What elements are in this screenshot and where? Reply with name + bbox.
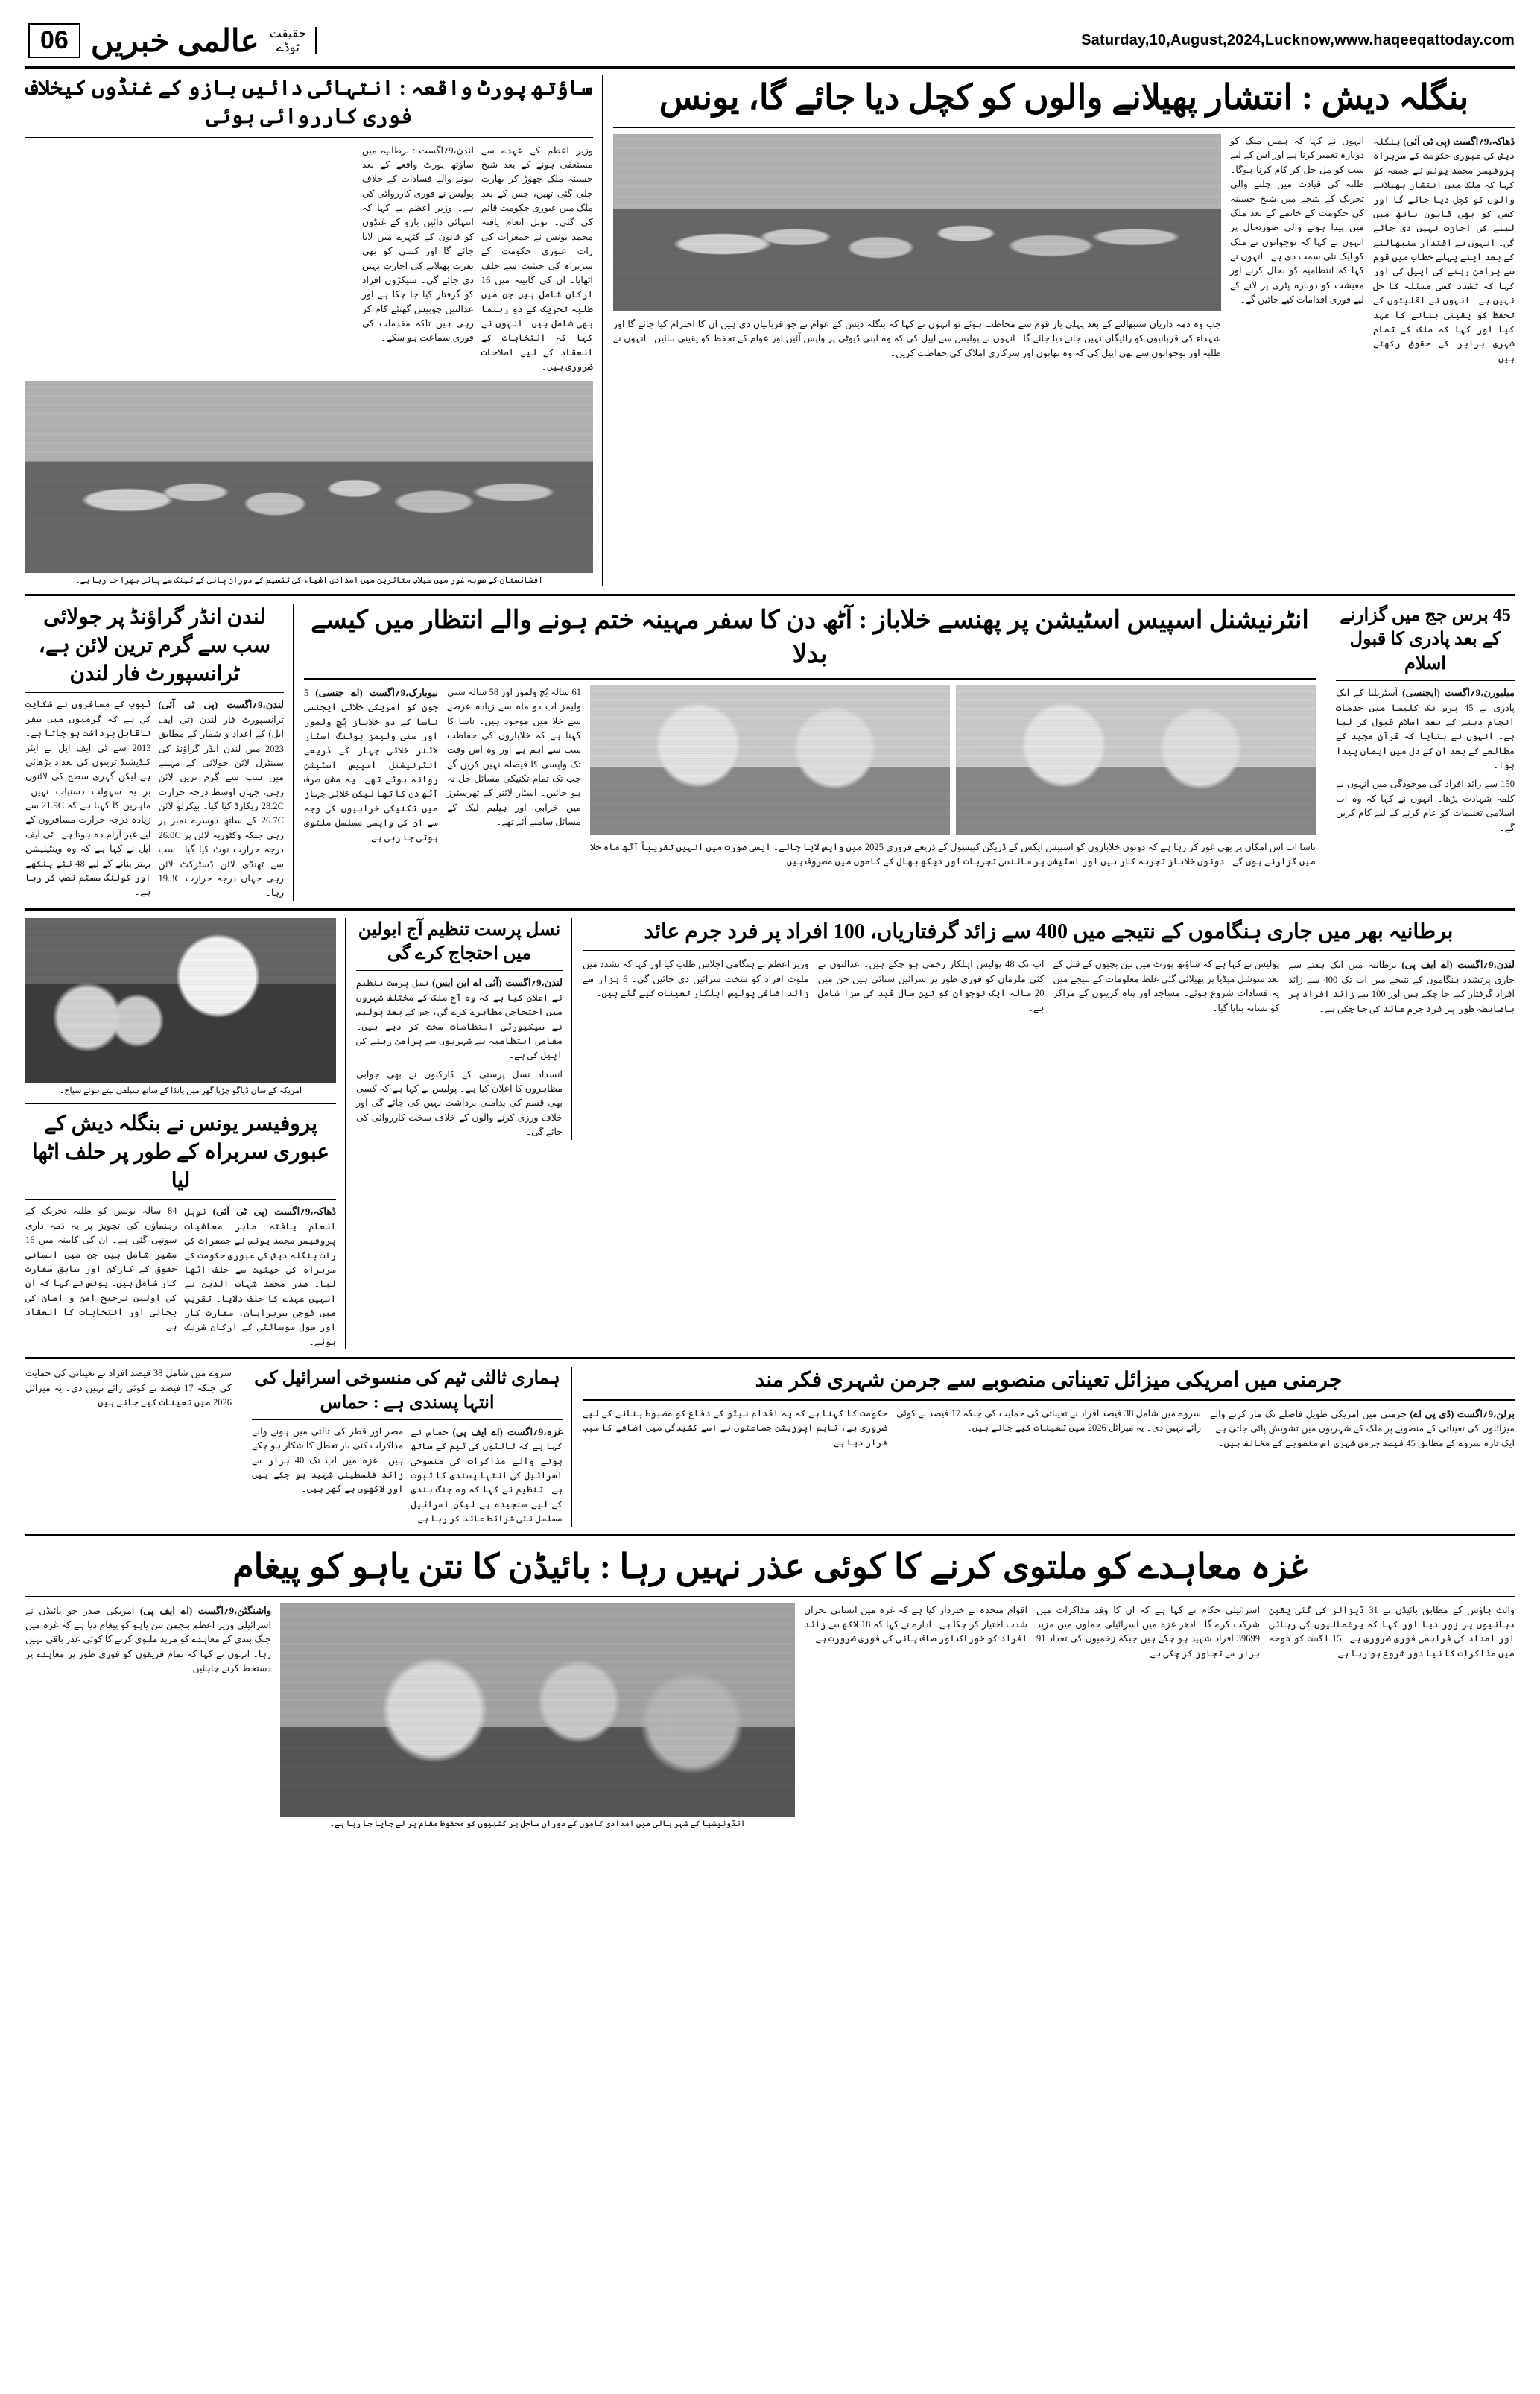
gaza-col1-text: وائٹ ہاؤس کے مطابق بائیڈن نے 31 ڈیزائر کی گئی یقین دہانیوں پر زور دیا اور کہا کہ یرغمالیوں کی رہائی اور امداد کی فراہمی فوری ضروری ہے۔ 15 اگست کو دوحہ میں مذاکرات کا نیا دور شروع ہو رہا ہے۔ (1269, 1604, 1515, 1659)
yunus-oath-dateline: ڈھاکہ،9؍اگست (پی ٹی آئی) (212, 1206, 336, 1217)
panda-photo (25, 918, 336, 1083)
lead-left-headline: ساؤتھ پورٹ واقعہ : انتہائی دائیں بازو کے غنڈوں کیخلاف فوری کارروائی ہوئی (25, 77, 593, 128)
page-number: 06 (28, 23, 80, 58)
gaza-col2: اسرائیلی حکام نے کہا ہے کہ ان کا وفد مذاکرات میں شرکت کرے گا۔ ادھر غزہ میں اسرائیلی حملوں میں مزید 39699 افراد شہید ہو چکے ہیں جبکہ زخمیوں کی تعداد 91 ہزار سے تجاوز کر چکی ہے۔ (1036, 1604, 1260, 1659)
lead-dateline: ڈھاکہ،9؍اگست (پی ٹی آئی) (1403, 136, 1515, 148)
abolition-dateline: لندن،9؍اگست (آئی اے این ایس) (432, 977, 563, 989)
germany-headline: جرمنی میں امریکی میزائل تعیناتی منصوبے سے جرمن شہری فکر مند (755, 1369, 1343, 1393)
israel-mediators-col2: مصر اور قطر کی ثالثی میں ہونے والے مذاکرات کئی بار تعطل کا شکار ہو چکے ہیں۔ غزہ میں اب تک 40 ہزار سے زائد فلسطینی شہید ہو چکے ہیں اور لاکھوں بے گھر ہیں۔ (252, 1425, 404, 1495)
lead-col1-text: بنگلہ دیش کی عبوری حکومت کے سربراہ پروفیسر محمد یونس نے جمعہ کو کہا کہ ملک میں انتشار پھیلانے والوں کو کچل دیا جائے گا اور کسی کو بھی قانون ہاتھ میں لینے کی اجازت نہیں دی جائے گی۔ انہوں نے اقتدار سنبھالنے کے بعد اپنے پہلے خطاب میں قوم سے پرامن رہنے کی اپیل کی اور کہا کہ تشدد کسی مسئلہ کا حل نہیں ہے۔ انہوں نے اقلیتوں کے تحفظ کو یقینی بنانے کا عہد کیا اور کہا کہ ملک کے تمام شہری برابر کے حقوق رکھتے ہیں۔ (1373, 136, 1515, 364)
peace-march-col1-text: آسٹریلیا کے ایک پادری نے 45 برس تک کلیسا میں خدمات انجام دینے کے بعد اسلام قبول کر لیا ہے۔ انہوں نے بتایا کہ قرآن مجید کے مطالعے کے بعد ان کے دل میں ایمان پیدا ہوا۔ (1336, 688, 1515, 771)
gaza-section (25, 1544, 1515, 1837)
yunus-oath-col1-text: نوبل انعام یافتہ ماہر معاشیات پروفیسر محمد یونس نے جمعرات کی رات بنگلہ دیش کی عبوری حکومت کے سربراہ کی حیثیت سے حلف اٹھا لیا۔ صدر محمد شہاب الدین نے انہیں عہدے کا حلف دلایا۔ تقریب میں فوجی سربراہان، سفارت کار اور سول سوسائٹی کے ارکان شریک ہوئے۔ (184, 1206, 336, 1347)
peace-march-col2: 150 سے زائد افراد کی موجودگی میں انہوں نے کلمہ شہادت پڑھا۔ انہوں نے کہا کہ وہ اب اسلامی تعلیمات کو عام کرنے کے لیے کام کریں گے۔ (1336, 779, 1515, 833)
peace-march-col1 (1336, 685, 1515, 773)
germany-side-note-text: سروے میں شامل 38 فیصد افراد نے تعیناتی کی حمایت کی جبکہ 17 فیصد نے کوئی رائے نہیں دی۔ یہ میزائل 2026 میں تعینات کیے جانے ہیں۔ (25, 1368, 232, 1407)
israel-mediators-col1-text: حماس نے کہا ہے کہ ثالثوں کی ٹیم کے ساتھ ہونے والے مذاکرات کی منسوخی اسرائیل کی انتہا پسندی کا ثبوت ہے۔ تنظیم نے کہا کہ وہ جنگ بندی کے لیے سنجیدہ ہے لیکن اسرائیل مسلسل نئی شرائط عائد کر رہا ہے۔ (411, 1426, 563, 1524)
peace-march-dateline: میلبورن،9؍اگست (ایجنسی) (1402, 687, 1515, 699)
gaza-col4 (25, 1603, 271, 1676)
iss-col3: ناسا اب اس امکان پر بھی غور کر رہا ہے کہ دونوں خلابازوں کو اسپیس ایکس کے ڈریگن کیپسول کے ذریعے فروری 2025 میں واپس لایا جائے۔ ایسی صورت میں انہیں تقریباً آٹھ ماہ خلا میں گزارنے ہوں گے۔ دونوں خلاباز تجربہ کار ہیں اور اسٹیشن پر سائنسی تجربات اور دیکھ بھال کے کاموں میں مصروف ہیں۔ (590, 841, 1316, 867)
london-heat-col2-text: بیکرلو لائن 26.7C کے ساتھ دوسرے نمبر پر رہی جبکہ وکٹوریہ لائن پر 26.0C درجہ حرارت نوٹ کیا گیا۔ سب سے ٹھنڈی لائن ڈسٹرکٹ لائن رہی جہاں درجہ حرارت 19.3C رہا۔ (158, 801, 284, 899)
lead-col2: انہوں نے کہا کہ ہمیں ملک کو دوبارہ تعمیر کرنا ہے اور اس کے لیے سب کو مل جل کر کام کرنا ہوگا۔ طلبہ کی قیادت میں چلنے والی تحریک کے نتیجے میں شیخ حسینہ کی حکومت کے خاتمے کے بعد ملک میں پیدا ہونے والی صورتحال پر انہوں نے کہا کہ نوجوانوں نے ملک کو ایک نئی سمت دی ہے۔ انہوں نے کہا کہ انتظامیہ کو بحال کرنے اور معیشت کو دوبارہ پٹری پر لانے کے لیے فوری اقدامات کیے جائیں گے۔ (1230, 136, 1364, 305)
uk-riots-col4: وزیر اعظم نے ہنگامی اجلاس طلب کیا اور کہا کہ تشدد میں ملوث افراد کو سخت سزائیں دی جائیں گی۔ 6 ہزار سے زائد اضافی پولیس اہلکار تعینات کیے گئے ہیں۔ (583, 959, 809, 999)
gaza-col4-text: امریکی صدر جو بائیڈن نے اسرائیلی وزیر اعظم بنجمن نتن یاہو کو پیغام دیا ہے کہ غزہ میں جنگ بندی کے معاہدے کو مزید ملتوی کرنے کا کوئی عذر باقی نہیں رہا۔ انہوں نے کہا کہ تمام فریقوں کو فوری طور پر معاہدے پر دستخط کرنے چاہئیں۔ (25, 1605, 271, 1674)
brand-title: عالمی خبریں (90, 24, 259, 59)
gaza-col3: اقوام متحدہ نے خبردار کیا ہے کہ غزہ میں انسانی بحران شدت اختیار کر چکا ہے۔ ادارے نے کہا کہ 18 لاکھ سے زائد افراد کو خوراک اور صاف پانی کی فوری ضرورت ہے۔ (804, 1604, 1028, 1644)
gaza-headline: غزہ معاہدے کو ملتوی کرنے کا کوئی عذر نہیں رہا : بائیڈن کا نتن یاہو کو پیغام (232, 1547, 1308, 1586)
lead-headline: بنگلہ دیش : انتشار پھیلانے والوں کو کچل دیا جائے گا، یونس (659, 78, 1469, 116)
uk-riots-dateline: لندن،9؍اگست (اے ایف پی) (1401, 959, 1515, 971)
abolition-col1-text: نسل پرست تنظیم نے اعلان کیا ہے کہ وہ آج ملک کے مختلف شہروں میں احتجاجی مظاہرے کرے گی، جس کے بعد پولیس نے سیکیورٹی انتظامات سخت کر دیے ہیں۔ مقامی انتظامیہ نے شہریوں سے پرامن رہنے کی اپیل کی ہے۔ (356, 978, 563, 1061)
lead-col1 (1373, 134, 1515, 366)
israel-mediators-dateline: غزہ،9؍اگست (اے ایف پی) (452, 1425, 563, 1437)
israel-mediators-col1 (411, 1425, 563, 1527)
lead-photo-secondary (25, 381, 593, 573)
yunus-oath-col2: 84 سالہ یونس کو طلبہ تحریک کے رہنماؤں کی تجویز پر یہ ذمہ داری سونپی گئی ہے۔ ان کی کابینہ میں 16 مشیر شامل ہیں جن میں انسانی حقوق کے کارکن اور سابق سفارت کار شامل ہیں۔ یونس نے کہا کہ ان کی اولین ترجیح امن و امان کی بحالی اور انتخابات کا انعقاد ہے۔ (25, 1206, 177, 1332)
yunus-oath-headline: پروفیسر یونس نے بنگلہ دیش کے عبوری سربراہ کے طور پر حلف اٹھا لیا (31, 1112, 330, 1192)
uk-riots-col1-text: برطانیہ میں ایک ہفتے سے جاری پرتشدد ہنگاموں کے نتیجے میں اب تک 400 سے زائد افراد گرفتار کیے جا چکے ہیں اور 100 سے زائد افراد پر باضابطہ طور پر فرد جرم عائد کی جا چکی ہے۔ (1288, 960, 1515, 1014)
iss-headline: انٹرنیشنل اسپیس اسٹیشن پر پھنسے خلاباز : آٹھ دن کا سفر مہینہ ختم ہونے والے انتظار میں کیسے بدلا (311, 606, 1309, 668)
brand-sub-line2: ٹوڈے (276, 39, 300, 54)
abolition-col1 (356, 975, 563, 1063)
london-heat-col1-text: ٹرانسپورٹ فار لندن (ٹی ایف ایل) کے اعداد و شمار کے مطابق 2023 میں لندن انڈر گراؤنڈ کی سینٹرل لائن جولائی کے مہینے میں سب سے گرم ترین لائن رہی، جہاں اوسط درجہ حرارت 28.2C ریکارڈ کیا گیا۔ (158, 714, 284, 811)
germany-col2: سروے میں شامل 38 فیصد افراد نے تعیناتی کی حمایت کی جبکہ 17 فیصد نے کوئی رائے نہیں دی۔ یہ میزائل 2026 میں تعینات کیے جانے ہیں۔ (896, 1407, 1201, 1434)
iss-photo-williams (590, 685, 950, 835)
iss-section (25, 604, 1515, 911)
germany-side-note (25, 1367, 241, 1410)
london-heat-col3 (25, 697, 151, 900)
lead-col3: جب وہ ذمہ داریاں سنبھالنے کے بعد پہلی بار قوم سے مخاطب ہوئے تو انہوں نے کہا کہ بنگلہ دیش کے عوام نے جو قربانیاں دی ہیں ان کا احترام کیا جائے گا اور شہداء کی قربانیوں کو رائیگاں نہیں جانے دیا جائے گا۔ انہوں نے پولیس سے اپیل کی کہ وہ اپنی ڈیوٹی پر واپس آئیں اور عوام کے تحفظ کو یقینی بنائیں۔ انہوں نے طلبہ اور نوجوانوں سے بھی اپیل کی کہ وہ تھانوں اور سرکاری املاک کی حفاظت کریں۔ (612, 319, 1221, 358)
gaza-dateline: واشنگٹن،9؍اگست (اے ایف پی) (139, 1604, 271, 1616)
lead-section (25, 69, 1515, 596)
germany-col1-text: جرمنی میں امریکی طویل فاصلے تک مار کرنے والے میزائلوں کی تعیناتی کے منصوبے پر ملک کے شہریوں میں تشویش پائی جاتی ہے۔ ایک تازہ سروے کے مطابق 45 فیصد جرمن شہری اس منصوبے کے مخالف ہیں۔ (1210, 1408, 1515, 1448)
lead-photo (613, 134, 1221, 311)
germany-dateline: برلن،9؍اگست (ڈی پی اے) (1410, 1407, 1515, 1419)
uk-riots-col3: اب تک 48 پولیس اہلکار زخمی ہو چکے ہیں۔ عدالتوں نے کئی ملزمان کو فوری طور پر سزائیں سنائی ہیں جن میں 20 سالہ ایک نوجوان کو تین سال قید کی سزا شامل ہے۔ (817, 959, 1045, 1013)
masthead (25, 22, 1515, 69)
abolition-col2: انسداد نسل پرستی کے کارکنوں نے بھی جوابی مظاہروں کا اعلان کیا ہے۔ پولیس نے کہا ہے کہ کسی بھی قسم کی بدامنی برداشت نہیں کی جائے گی اور خلاف ورزی کرنے والوں کے خلاف سخت کارروائی کی جائے گی۔ (356, 1068, 563, 1138)
germany-section (25, 1367, 1515, 1536)
lead-col5: لندن،9؍اگست : برطانیہ میں ساؤتھ پورٹ واقعے کے بعد ہونے والے فسادات کے خلاف پولیس نے فوری کارروائی کی ہے۔ وزیر اعظم نے کہا کہ انتہائی دائیں بازو کے غنڈوں کو قانون کے کٹہرے میں لایا جائے گا اور کسی کو بھی نفرت پھیلانے کی اجازت نہیں دی جائے گی۔ سیکڑوں افراد کو گرفتار کیا جا چکا ہے اور عدالتیں چوبیس گھنٹے کام کر رہی ہیں تاکہ مقدمات کی فوری سماعت ہو سکے۔ (361, 145, 474, 343)
abolition-headline: نسل پرست تنظیم آج ابولین میں احتجاج کرے گی (358, 919, 561, 964)
panda-photo-caption: امریکہ کے سان ڈیاگو چڑیا گھر میں پانڈا کے ساتھ سیلفی لیتے ہوئے سیاح۔ (59, 1086, 302, 1095)
uk-riots-col1 (1288, 957, 1515, 1016)
masthead-brand (25, 22, 317, 60)
germany-col3: حکومت کا کہنا ہے کہ یہ اقدام نیٹو کے دفاع کو مضبوط بنانے کے لیے ضروری ہے، تاہم اپوزیشن جماعتوں نے اسے کشیدگی میں اضافے کا سبب قرار دیا ہے۔ (583, 1407, 887, 1448)
iss-col1-text: 5 جون کو امریکی خلائی ایجنسی ناسا کے دو خلاباز بُچ ولمور اور سنی ولیمز بوئنگ اسٹار لائنر خلائی جہاز کے ذریعے انٹرنیشنل اسپیس اسٹیشن روانہ ہوئے تھے۔ یہ مشن صرف آٹھ دن کا تھا لیکن خلائی جہاز میں تکنیکی خرابیوں کی وجہ سے ان کی واپسی مسلسل ملتوی ہوتی جا رہی ہے۔ (304, 687, 438, 843)
london-heat-col4-text: ماہرین کا کہنا ہے کہ 21.9C سے زیادہ درجہ حرارت مسافروں کے لیے غیر آرام دہ ہوتا ہے۔ ٹی ایف ایل نے کہا ہے کہ وہ وینٹیلیشن بہتر بنانے کے لیے 48 نئے پنکھے اور کولنگ سسٹم نصب کر رہا ہے۔ (25, 800, 151, 898)
gaza-photo (280, 1603, 795, 1817)
iss-photo-wilmore (956, 685, 1316, 835)
london-heat-dateline: لندن،9؍اگست (پی ٹی آئی) (158, 699, 284, 711)
peace-march-headline: 45 برس جج میں گزارنے کے بعد پادری کا قبول اسلام (1340, 605, 1511, 674)
iss-dateline: نیویارک،9؍اگست (اے جنسی) (315, 686, 439, 698)
lead-col4: وزیر اعظم کے عہدے سے مستعفی ہونے کے بعد شیخ حسینہ ملک چھوڑ کر بھارت چلی گئی تھیں، جس کے بعد ملک میں عبوری حکومت قائم کی گئی۔ نوبل انعام یافتہ محمد یونس نے جمعرات کی رات عبوری حکومت کے سربراہ کی حیثیت سے حلف اٹھایا۔ ان کی کابینہ میں 16 ارکان شامل ہیں جن میں طلبہ تحریک کے دو رہنما بھی شامل ہیں۔ انہوں نے کہا کہ انتخابات کے انعقاد کے لیے اصلاحات ضروری ہیں۔ (481, 145, 593, 373)
gaza-photo-caption: انڈونیشیا کے شہر بالی میں امدادی کاموں کے دوران ساحل پر کشتیوں کو محفوظ مقام پر لے جایا جا رہا ہے۔ (329, 1819, 746, 1828)
masthead-dateline: Saturday,10,August,2024,Lucknow,www.haqeeqattoday.com (1081, 32, 1515, 48)
brand-sub (270, 27, 317, 54)
uk-riots-section (25, 918, 1515, 1360)
gaza-col1 (1269, 1603, 1515, 1662)
london-heat-col3-text: ٹیوب کے مسافروں نے شکایت کی ہے کہ گرمیوں میں سفر ناقابل برداشت ہو جاتا ہے۔ 2013 سے ٹی ایف ایل نے ایئر کنڈیشنڈ ٹرینوں کی تعداد بڑھائی ہے لیکن گہری سطح کی لائنوں پر یہ سہولت دستیاب نہیں۔ (25, 699, 151, 797)
london-heat-headline: لندن انڈر گراؤنڈ پر جولائی سب سے گرم ترین لائن ہے، ٹرانسپورٹ فار لندن (38, 605, 271, 685)
iss-col2: 61 سالہ بُچ ولمور اور 58 سالہ سنی ولیمز اب دو ماہ سے زیادہ عرصے سے خلا میں موجود ہیں۔ ناسا کا کہنا ہے کہ خلابازوں کی حفاظت سب سے اہم ہے اور وہ اس وقت تک واپسی کا فیصلہ نہیں کریں گے جب تک تمام تکنیکی مسائل حل نہ ہو جائیں۔ اسٹار لائنر کے تھرسٹرز میں خرابی اور ہیلیم لیک کے مسائل سامنے آئے تھے۔ (447, 686, 581, 828)
yunus-oath-col1 (185, 1204, 337, 1349)
lead-photo-caption: افغانستان کے صوبہ غور میں سیلاب متاثرین میں امدادی اشیاء کی تقسیم کے دوران پانی کے ٹینک سے پانی بھرا جا رہا ہے۔ (75, 575, 543, 585)
uk-riots-col2: پولیس نے کہا ہے کہ ساؤتھ پورٹ میں تین بچیوں کے قتل کے بعد سوشل میڈیا پر پھیلائی گئی غلط معلومات کے نتیجے میں یہ فسادات شروع ہوئے۔ مساجد اور پناہ گزینوں کے مراکز کو نشانہ بنایا گیا۔ (1053, 959, 1280, 1013)
germany-col1 (1210, 1407, 1515, 1451)
london-heat-col1 (159, 697, 285, 900)
iss-col1 (304, 685, 438, 870)
israel-mediators-headline: ہماری ثالثی ٹیم کی منسوخی اسرائیل کی انتہا پسندی ہے : حماس (254, 1369, 560, 1413)
uk-riots-headline: برطانیہ بھر میں جاری ہنگاموں کے نتیجے میں 400 سے زائد گرفتاریاں، 100 افراد پر فرد جرم عائد (644, 919, 1454, 943)
brand-sub-line1: حقیقت (269, 25, 307, 40)
